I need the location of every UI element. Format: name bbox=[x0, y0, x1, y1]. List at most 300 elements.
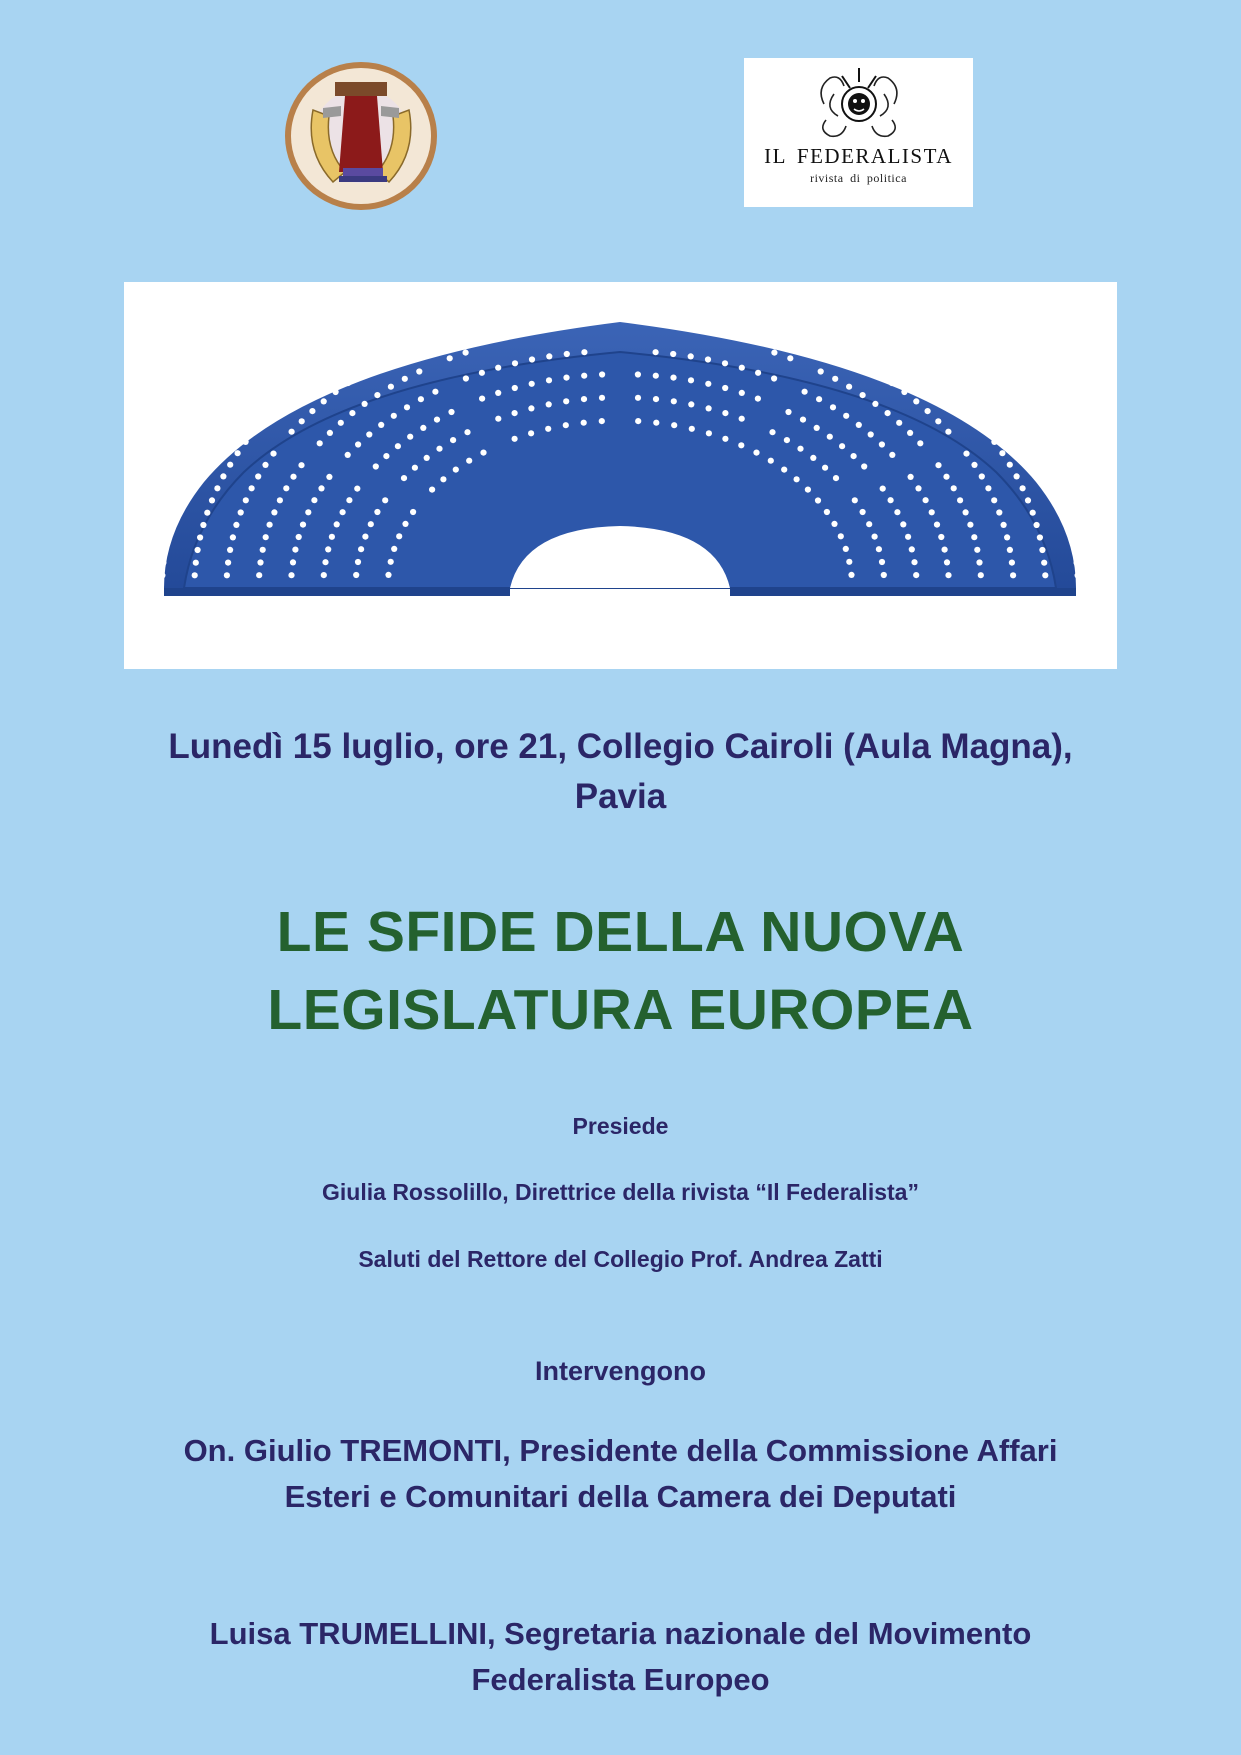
seat-dot bbox=[546, 377, 552, 383]
seat-dot bbox=[386, 355, 392, 361]
seat-dot bbox=[391, 546, 397, 552]
seat-dot bbox=[227, 462, 233, 468]
seat-dot bbox=[345, 452, 351, 458]
seat-dot bbox=[1091, 426, 1097, 432]
seat-dot bbox=[635, 418, 641, 424]
seat-dot bbox=[270, 451, 276, 457]
seat-dot bbox=[784, 437, 790, 443]
seat-dot bbox=[917, 440, 923, 446]
seat-dot bbox=[267, 522, 273, 528]
seat-dot bbox=[263, 534, 269, 540]
seat-dot bbox=[999, 363, 1005, 369]
seat-dot bbox=[999, 450, 1005, 456]
seat-dot bbox=[305, 509, 311, 515]
seat-dot bbox=[705, 381, 711, 387]
seat-dot bbox=[738, 442, 744, 448]
seat-dot bbox=[768, 458, 774, 464]
il-federalista-logo bbox=[744, 58, 973, 207]
seat-dot bbox=[355, 559, 361, 565]
seat-dot bbox=[440, 476, 446, 482]
seat-dot bbox=[255, 473, 261, 479]
event-title-line-2: LEGISLATURA EUROPEA bbox=[267, 978, 974, 1042]
seat-dot bbox=[127, 572, 133, 578]
speakers-label: Intervengono bbox=[534, 1356, 706, 1386]
seat-dot bbox=[177, 382, 183, 388]
seat-dot bbox=[298, 462, 304, 468]
seat-dot bbox=[901, 389, 907, 395]
seat-dot bbox=[1059, 497, 1065, 503]
seat-dot bbox=[991, 497, 997, 503]
seat-dot bbox=[164, 535, 170, 541]
hemicycle-illustration bbox=[124, 282, 1117, 669]
seat-dot bbox=[366, 431, 372, 437]
seat-dot bbox=[528, 430, 534, 436]
seat-dot bbox=[246, 354, 252, 360]
seat-dot bbox=[333, 389, 339, 395]
seat-dot bbox=[546, 353, 552, 359]
seat-dot bbox=[913, 572, 919, 578]
seat-dot bbox=[971, 534, 977, 540]
seat-dot bbox=[856, 422, 862, 428]
seat-dot bbox=[876, 546, 882, 552]
seat-dot bbox=[769, 429, 775, 435]
seat-dot bbox=[495, 390, 501, 396]
seat-dot bbox=[249, 485, 255, 491]
seat-dot bbox=[943, 474, 949, 480]
seat-dot bbox=[976, 559, 982, 565]
seat-dot bbox=[410, 509, 416, 515]
seat-dot bbox=[739, 416, 745, 422]
seat-dot bbox=[843, 546, 849, 552]
seat-dot bbox=[334, 521, 340, 527]
seat-dot bbox=[1010, 572, 1016, 578]
seat-dot bbox=[262, 462, 268, 468]
seat-dot bbox=[1096, 510, 1102, 516]
seat-dot bbox=[196, 362, 202, 368]
seat-dot bbox=[930, 377, 936, 383]
seat-dot bbox=[261, 417, 267, 423]
seat-dot bbox=[872, 534, 878, 540]
seat-dot bbox=[833, 475, 839, 481]
chair-label: Presiede bbox=[572, 1113, 669, 1139]
seat-dot bbox=[771, 375, 777, 381]
speaker-item bbox=[0, 1611, 1241, 1703]
seat-dot bbox=[1107, 572, 1113, 578]
collegio-cairoli-logo bbox=[283, 60, 439, 212]
seat-dot bbox=[785, 409, 791, 415]
seat-dot bbox=[832, 376, 838, 382]
seat-dot bbox=[653, 373, 659, 379]
seat-dot bbox=[1020, 383, 1026, 389]
seat-dot bbox=[466, 458, 472, 464]
seat-dot bbox=[299, 418, 305, 424]
seat-dot bbox=[233, 405, 239, 411]
seat-dot bbox=[1037, 534, 1043, 540]
seat-dot bbox=[138, 510, 144, 516]
seat-dot bbox=[670, 351, 676, 357]
seat-dot bbox=[529, 381, 535, 387]
seat-dot bbox=[264, 375, 270, 381]
seat-dot bbox=[195, 547, 201, 553]
seat-dot bbox=[923, 497, 929, 503]
seat-dot bbox=[151, 415, 157, 421]
seat-dot bbox=[373, 463, 379, 469]
seat-dot bbox=[152, 473, 158, 479]
seat-dot bbox=[978, 572, 984, 578]
seat-dot bbox=[180, 485, 186, 491]
seat-dot bbox=[1004, 534, 1010, 540]
seat-dot bbox=[311, 497, 317, 503]
seat-dot bbox=[1025, 497, 1031, 503]
seat-dot bbox=[309, 408, 315, 414]
seat-dot bbox=[325, 546, 331, 552]
seat-dot bbox=[959, 365, 965, 371]
seat-dot bbox=[200, 522, 206, 528]
seat-dot bbox=[171, 510, 177, 516]
seat-dot bbox=[528, 405, 534, 411]
seat-dot bbox=[281, 396, 287, 402]
seat-dot bbox=[214, 383, 220, 389]
seat-dot bbox=[179, 427, 185, 433]
seat-dot bbox=[288, 572, 294, 578]
seat-dot bbox=[1076, 461, 1082, 467]
seat-dot bbox=[147, 485, 153, 491]
seat-dot bbox=[1066, 350, 1072, 356]
seat-dot bbox=[362, 534, 368, 540]
seat-dot bbox=[771, 350, 777, 356]
event-city: Pavia bbox=[574, 777, 667, 816]
seat-dot bbox=[970, 375, 976, 381]
seat-dot bbox=[353, 572, 359, 578]
seat-dot bbox=[199, 450, 205, 456]
seat-dot bbox=[1030, 510, 1036, 516]
seat-dot bbox=[894, 509, 900, 515]
seat-dot bbox=[1039, 547, 1045, 553]
seat-dot bbox=[243, 497, 249, 503]
seat-dot bbox=[233, 522, 239, 528]
seat-dot bbox=[322, 559, 328, 565]
seat-dot bbox=[671, 422, 677, 428]
seat-dot bbox=[831, 521, 837, 527]
seat-dot bbox=[1054, 485, 1060, 491]
seat-dot bbox=[861, 463, 867, 469]
seat-dot bbox=[385, 572, 391, 578]
speaker-1-line-2: Esteri e Comunitari della Camera dei Deputati bbox=[284, 1479, 957, 1514]
seat-dot bbox=[321, 572, 327, 578]
seat-dot bbox=[391, 413, 397, 419]
seat-dot bbox=[755, 396, 761, 402]
seat-dot bbox=[827, 434, 833, 440]
seat-dot bbox=[149, 371, 155, 377]
seat-dot bbox=[800, 417, 806, 423]
seat-dot bbox=[985, 485, 991, 491]
seat-dot bbox=[838, 533, 844, 539]
seat-dot bbox=[418, 396, 424, 402]
seat-dot bbox=[235, 363, 241, 369]
seat-dot bbox=[292, 547, 298, 553]
seat-dot bbox=[951, 485, 957, 491]
seat-dot bbox=[329, 359, 335, 365]
seat-dot bbox=[1009, 373, 1015, 379]
seat-dot bbox=[1029, 394, 1035, 400]
seat-dot bbox=[362, 401, 368, 407]
seat-dot bbox=[275, 365, 281, 371]
seat-dot bbox=[225, 560, 231, 566]
seat-dot bbox=[688, 353, 694, 359]
seat-dot bbox=[1063, 438, 1069, 444]
seat-dot bbox=[688, 401, 694, 407]
seat-dot bbox=[860, 392, 866, 398]
seat-dot bbox=[889, 452, 895, 458]
seat-dot bbox=[434, 417, 440, 423]
seat-dot bbox=[345, 380, 351, 386]
seat-dot bbox=[186, 473, 192, 479]
seat-dot bbox=[852, 497, 858, 503]
seat-dot bbox=[818, 368, 824, 374]
seat-dot bbox=[581, 373, 587, 379]
seat-dot bbox=[944, 559, 950, 565]
seat-dot bbox=[945, 572, 951, 578]
seat-dot bbox=[321, 398, 327, 404]
seat-dot bbox=[327, 430, 333, 436]
federalista-logo-title: IL FEDERALISTA bbox=[764, 144, 953, 168]
seat-dot bbox=[581, 420, 587, 426]
seat-dot bbox=[1083, 415, 1089, 421]
seat-dot bbox=[929, 509, 935, 515]
seat-dot bbox=[349, 410, 355, 416]
seat-dot bbox=[329, 534, 335, 540]
seat-dot bbox=[227, 547, 233, 553]
seat-dot bbox=[260, 547, 266, 553]
seat-dot bbox=[599, 395, 605, 401]
seat-dot bbox=[287, 356, 293, 362]
seat-dot bbox=[388, 384, 394, 390]
seat-dot bbox=[814, 425, 820, 431]
seat-dot bbox=[805, 487, 811, 493]
seat-dot bbox=[1001, 522, 1007, 528]
seat-dot bbox=[383, 453, 389, 459]
seat-dot bbox=[230, 534, 236, 540]
seat-dot bbox=[963, 509, 969, 515]
seat-dot bbox=[404, 404, 410, 410]
seat-dot bbox=[839, 443, 845, 449]
seat-dot bbox=[1085, 371, 1091, 377]
seat-dot bbox=[1055, 427, 1061, 433]
seat-dot bbox=[739, 390, 745, 396]
seat-dot bbox=[300, 522, 306, 528]
parliament-hemicycle-icon bbox=[124, 282, 1117, 669]
seat-dot bbox=[292, 387, 298, 393]
seat-dot bbox=[242, 395, 248, 401]
seat-dot bbox=[848, 572, 854, 578]
seat-dot bbox=[822, 465, 828, 471]
greetings-text: Saluti del Rettore del Collegio Prof. Andrea Zatti bbox=[358, 1246, 883, 1272]
seat-dot bbox=[401, 475, 407, 481]
seat-dot bbox=[1048, 473, 1054, 479]
seat-dot bbox=[945, 429, 951, 435]
seat-dot bbox=[987, 354, 993, 360]
seat-dot bbox=[296, 534, 302, 540]
seat-dot bbox=[671, 398, 677, 404]
seat-dot bbox=[1106, 560, 1112, 566]
seat-dot bbox=[407, 434, 413, 440]
seat-dot bbox=[879, 559, 885, 565]
seat-dot bbox=[722, 410, 728, 416]
seat-dot bbox=[947, 356, 953, 362]
seat-dot bbox=[512, 360, 518, 366]
seat-dot bbox=[688, 377, 694, 383]
seat-dot bbox=[546, 401, 552, 407]
seat-dot bbox=[935, 462, 941, 468]
event-title-line-1: LE SFIDE DELLA NUOVA bbox=[276, 900, 965, 964]
seat-dot bbox=[396, 533, 402, 539]
seat-dot bbox=[846, 559, 852, 565]
seat-dot bbox=[1048, 372, 1054, 378]
seat-dot bbox=[705, 356, 711, 362]
seat-dot bbox=[815, 497, 821, 503]
seat-dot bbox=[653, 349, 659, 355]
speaker-2-line-1: Luisa TRUMELLINI, Segretaria nazionale del Movimento bbox=[209, 1616, 1032, 1651]
seat-dot bbox=[1042, 462, 1048, 468]
seat-dot bbox=[192, 462, 198, 468]
seat-dot bbox=[338, 420, 344, 426]
seat-dot bbox=[1075, 572, 1081, 578]
seat-dot bbox=[866, 521, 872, 527]
seat-dot bbox=[1001, 405, 1007, 411]
collegio-cairoli-seal-icon bbox=[283, 60, 439, 212]
seat-dot bbox=[235, 450, 241, 456]
seat-dot bbox=[193, 560, 199, 566]
seat-dot bbox=[973, 417, 979, 423]
seat-dot bbox=[243, 439, 249, 445]
seat-dot bbox=[158, 360, 164, 366]
seat-dot bbox=[885, 410, 891, 416]
seat-dot bbox=[908, 474, 914, 480]
seat-dot bbox=[402, 521, 408, 527]
seat-dot bbox=[158, 461, 164, 467]
seat-dot bbox=[1020, 485, 1026, 491]
seat-dot bbox=[935, 418, 941, 424]
seat-dot bbox=[1070, 535, 1076, 541]
seat-dot bbox=[529, 356, 535, 362]
chair-name: Giulia Rossolillo, Direttrice della rivista “Il Federalista” bbox=[322, 1179, 919, 1205]
seat-dot bbox=[340, 509, 346, 515]
seat-dot bbox=[354, 486, 360, 492]
seat-dot bbox=[1042, 572, 1048, 578]
seat-dot bbox=[872, 401, 878, 407]
seat-dot bbox=[1104, 450, 1110, 456]
event-date-venue: Lunedì 15 luglio, ore 21, Collegio Cairoli (Aula Magna), bbox=[168, 727, 1073, 766]
seat-dot bbox=[1098, 438, 1104, 444]
seat-dot bbox=[1041, 560, 1047, 566]
seat-dot bbox=[888, 497, 894, 503]
seat-dot bbox=[913, 398, 919, 404]
seat-dot bbox=[225, 373, 231, 379]
seat-dot bbox=[1099, 522, 1105, 528]
seat-dot bbox=[1067, 522, 1073, 528]
seat-dot bbox=[907, 430, 913, 436]
seat-dot bbox=[346, 497, 352, 503]
seat-dot bbox=[706, 430, 712, 436]
seat-dot bbox=[395, 443, 401, 449]
seat-dot bbox=[545, 426, 551, 432]
seat-dot bbox=[164, 450, 170, 456]
seat-dot bbox=[564, 351, 570, 357]
seat-dot bbox=[974, 547, 980, 553]
seat-dot bbox=[463, 375, 469, 381]
seat-dot bbox=[876, 371, 882, 377]
seat-dot bbox=[358, 371, 364, 377]
seat-dot bbox=[480, 450, 486, 456]
seat-dot bbox=[722, 385, 728, 391]
seat-dot bbox=[290, 559, 296, 565]
seat-dot bbox=[420, 425, 426, 431]
seat-dot bbox=[797, 446, 803, 452]
seat-dot bbox=[881, 572, 887, 578]
seat-dot bbox=[963, 451, 969, 457]
seat-dot bbox=[277, 497, 283, 503]
seat-dot bbox=[207, 438, 213, 444]
seat-dot bbox=[171, 438, 177, 444]
seat-dot bbox=[1074, 560, 1080, 566]
seat-dot bbox=[372, 363, 378, 369]
seat-dot bbox=[224, 572, 230, 578]
seat-dot bbox=[355, 441, 361, 447]
seat-dot bbox=[900, 521, 906, 527]
seat-dot bbox=[374, 392, 380, 398]
seat-dot bbox=[342, 351, 348, 357]
seat-dot bbox=[304, 377, 310, 383]
seat-dot bbox=[1104, 547, 1110, 553]
seat-dot bbox=[168, 350, 174, 356]
seat-dot bbox=[318, 485, 324, 491]
seat-dot bbox=[270, 407, 276, 413]
seat-dot bbox=[512, 385, 518, 391]
seat-dot bbox=[753, 450, 759, 456]
seat-dot bbox=[1027, 352, 1033, 358]
seat-dot bbox=[963, 407, 969, 413]
seat-dot bbox=[416, 368, 422, 374]
seat-dot bbox=[317, 440, 323, 446]
seat-dot bbox=[653, 420, 659, 426]
seat-dot bbox=[880, 486, 886, 492]
seat-dot bbox=[1076, 360, 1082, 366]
seat-dot bbox=[981, 385, 987, 391]
seat-dot bbox=[464, 429, 470, 435]
seat-dot bbox=[289, 429, 295, 435]
seat-dot bbox=[142, 498, 148, 504]
seat-dot bbox=[892, 351, 898, 357]
seat-dot bbox=[957, 497, 963, 503]
seat-dot bbox=[436, 446, 442, 452]
seat-dot bbox=[967, 522, 973, 528]
seat-dot bbox=[1087, 485, 1093, 491]
seat-dot bbox=[905, 534, 911, 540]
seat-dot bbox=[256, 572, 262, 578]
seat-dot bbox=[938, 534, 944, 540]
seat-dot bbox=[1057, 382, 1063, 388]
seat-dot bbox=[787, 355, 793, 361]
seat-dot bbox=[382, 497, 388, 503]
seat-dot bbox=[1035, 450, 1041, 456]
seat-dot bbox=[271, 509, 277, 515]
seat-dot bbox=[635, 371, 641, 377]
seat-dot bbox=[689, 426, 695, 432]
seat-dot bbox=[197, 534, 203, 540]
seat-dot bbox=[402, 376, 408, 382]
seat-dot bbox=[889, 380, 895, 386]
seat-dot bbox=[563, 375, 569, 381]
